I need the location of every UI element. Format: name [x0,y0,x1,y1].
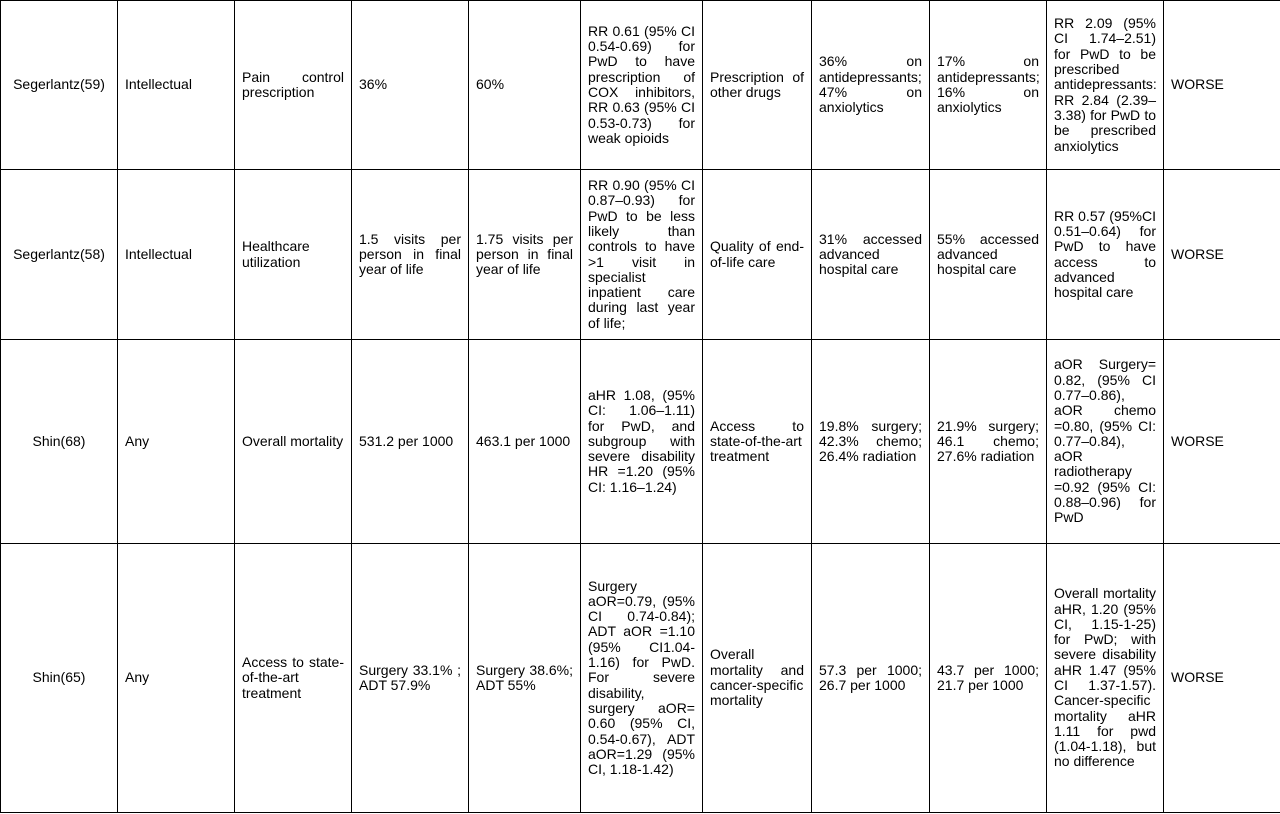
disability-cell: Any [118,544,235,813]
statistic-cell: RR 0.61 (95% CI 0.54-0.69) for PwD to have prescription of COX inhibitors, RR 0.63 (95% CI 0.53-0.73) for weak opioids [581,1,703,170]
result-cell: WORSE [1164,170,1280,340]
control-value-cell: 21.9% surgery; 46.1 chemo; 27.6% radiation [930,340,1047,544]
outcome-cell: Pain control prescription [235,1,352,170]
statistic-cell: RR 0.90 (95% CI 0.87–0.93) for PwD to be less likely than controls to have >1 visit in specialist inpatient care during last year of life; [581,170,703,340]
pwd-value-cell: Surgery 33.1% ; ADT 57.9% [352,544,469,813]
control-value-cell: 463.1 per 1000 [469,340,581,544]
control-value-cell: 43.7 per 1000; 21.7 per 1000 [930,544,1047,813]
result-cell: WORSE [1164,1,1280,170]
pwd-value-cell: 31% accessed advanced hospital care [812,170,930,340]
control-value-cell: 55% accessed advanced hospital care [930,170,1047,340]
table-row [1,340,1280,544]
outcome-cell: Prescription of other drugs [703,1,812,170]
outcome-cell: Healthcare utilization [235,170,352,340]
disability-cell: Any [118,340,235,544]
statistic-cell: aOR Surgery= 0.82, (95% CI 0.77–0.86), aOR chemo =0.80, (95% CI: 0.77–0.84), aOR radiotherapy =0.92 (95% CI: 0.88–0.96) for PwD [1047,340,1164,544]
author-cell: Shin(65) [1,544,118,813]
control-value-cell: 60% [469,1,581,170]
result-cell: WORSE [1164,340,1280,544]
statistic-cell: RR 0.57 (95%CI 0.51–0.64) for PwD to have access to advanced hospital care [1047,170,1164,340]
pwd-value-cell: 19.8% surgery; 42.3% chemo; 26.4% radiation [812,340,930,544]
control-value-cell: 17% on antidepressants; 16% on anxiolytics [930,1,1047,170]
disability-cell: Intellectual [118,1,235,170]
pwd-value-cell: 531.2 per 1000 [352,340,469,544]
outcome-cell: Overall mortality and cancer-specific mortality [703,544,812,813]
outcome-cell: Access to state-of-the-art treatment [703,340,812,544]
result-cell: WORSE [1164,544,1280,813]
statistic-cell: RR 2.09 (95% CI 1.74–2.51) for PwD to be prescribed antidepressants: RR 2.84 (2.39–3.38) for PwD to be prescribed anxiolytics [1047,1,1164,170]
pwd-value-cell: 1.5 visits per person in final year of life [352,170,469,340]
outcome-cell: Access to state-of-the-art treatment [235,544,352,813]
statistic-cell: Overall mortality aHR, 1.20 (95% CI, 1.15-1-25) for PwD; with severe disability aHR 1.47 (95% CI 1.37-1.57). Cancer-specific mortality aHR 1.11 for pwd (1.04-1.18), but no difference [1047,544,1164,813]
table-row [1,170,1280,340]
control-value-cell: Surgery 38.6%; ADT 55% [469,544,581,813]
statistic-cell: Surgery aOR=0.79, (95% CI 0.74-0.84); ADT aOR =1.10 (95% CI1.04-1.16) for PwD. For severe disability, surgery aOR= 0.60 (95% CI, 0.54-0.67), ADT aOR=1.29 (95% CI, 1.18-1.42) [581,544,703,813]
pwd-value-cell: 36% [352,1,469,170]
outcome-cell: Quality of end-of-life care [703,170,812,340]
statistic-cell: aHR 1.08, (95% CI: 1.06–1.11) for PwD, and subgroup with severe disability HR =1.20 (95% CI: 1.16–1.24) [581,340,703,544]
pwd-value-cell: 57.3 per 1000; 26.7 per 1000 [812,544,930,813]
table-row [1,1,1280,170]
outcome-cell: Overall mortality [235,340,352,544]
table-row [1,544,1280,813]
author-cell: Segerlantz(59) [1,1,118,170]
author-cell: Segerlantz(58) [1,170,118,340]
pwd-value-cell: 36% on antidepressants; 47% on anxiolytics [812,1,930,170]
author-cell: Shin(68) [1,340,118,544]
disability-cell: Intellectual [118,170,235,340]
control-value-cell: 1.75 visits per person in final year of life [469,170,581,340]
